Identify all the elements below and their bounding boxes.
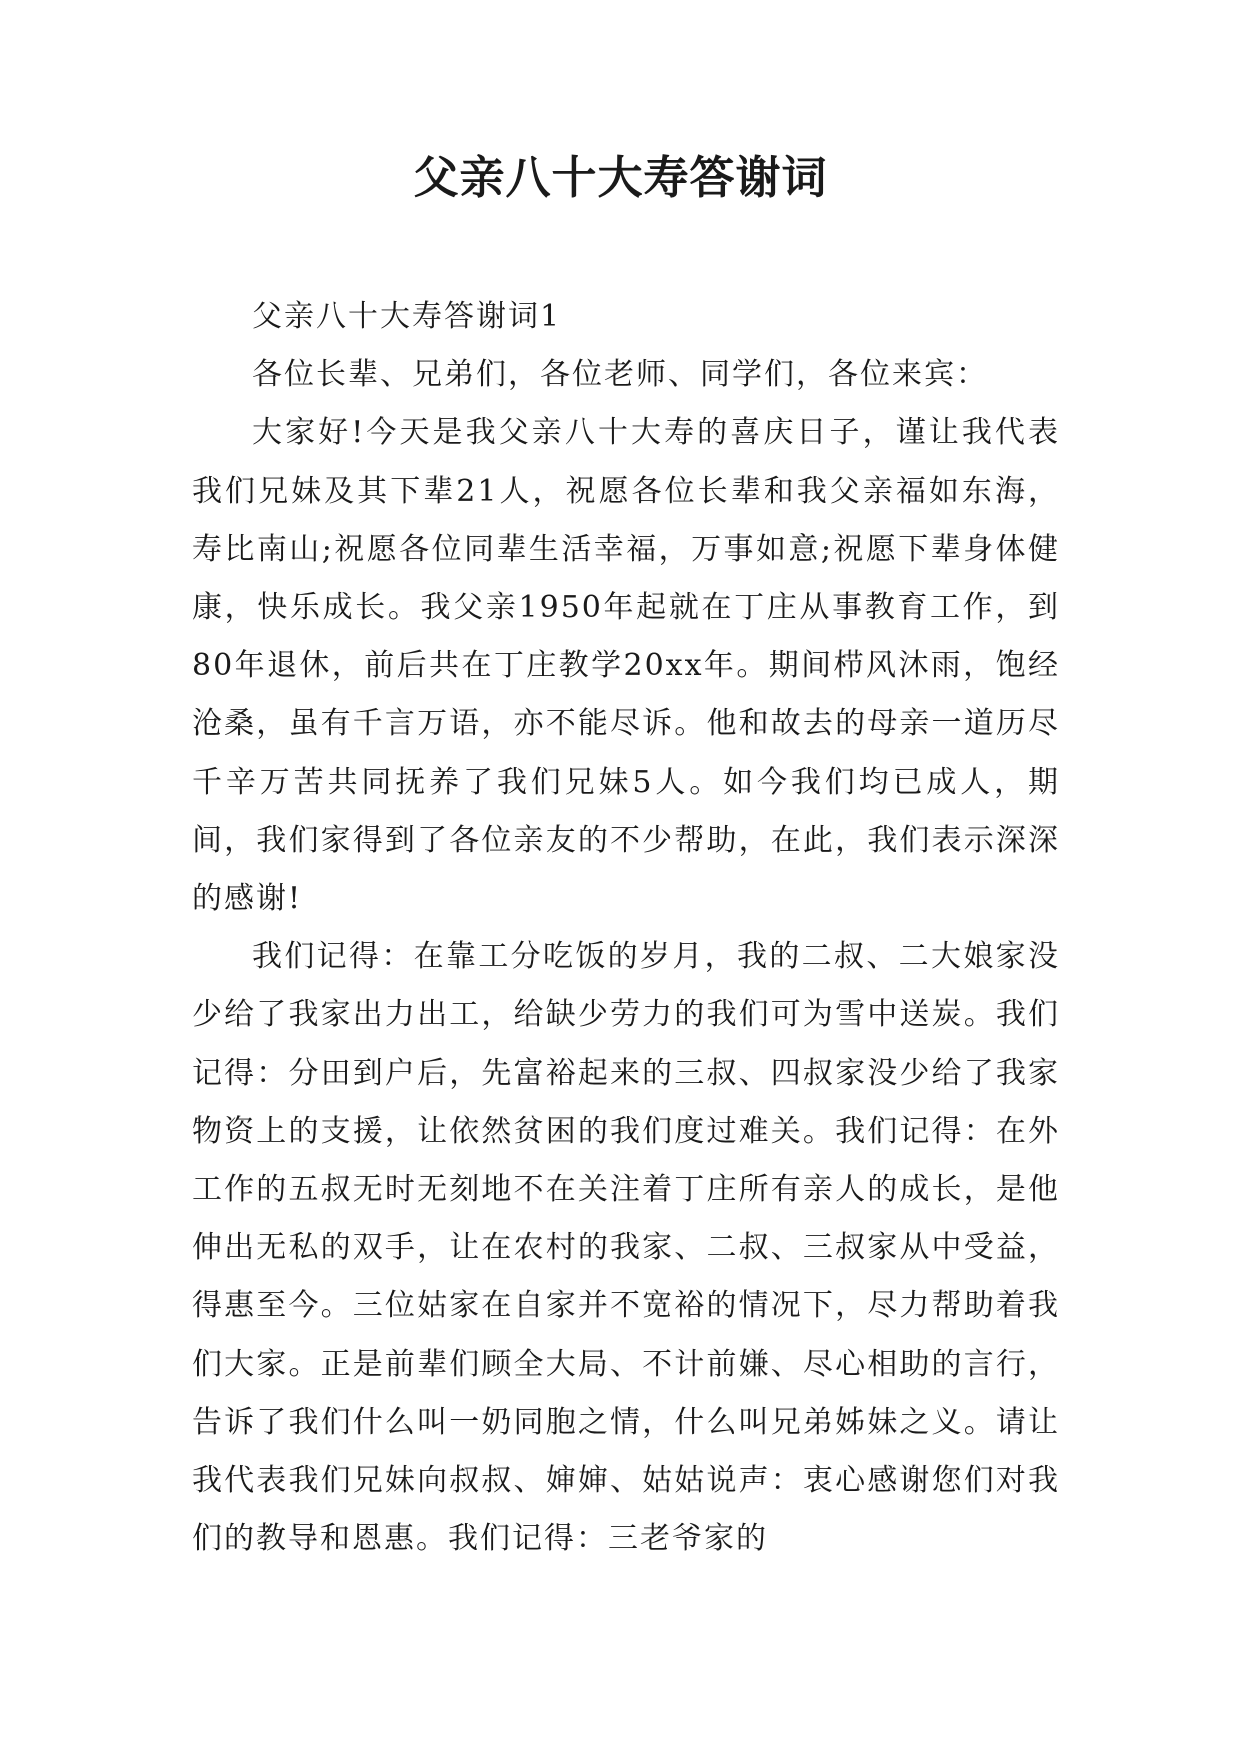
salutation-paragraph: 各位长辈、兄弟们，各位老师、同学们，各位来宾： xyxy=(252,357,988,393)
body-paragraph: 大家好!今天是我父亲八十大寿的喜庆日子，谨让我代表我们兄妹及其下辈21人，祝愿各位长辈和我父亲福如东海，寿比南山;祝愿各位同辈生活幸福，万事如意;祝愿下辈身体健康，快乐成长。我父亲1950年起就在丁庄从事教育工作，到80年退休，前后共在丁庄教学20xx年。期间栉风沐雨，饱经沧桑，虽有千言万语，亦不能尽诉。他和故去的母亲一道历尽千辛万苦共同抚养了我们兄妹5人。如今我们均已成人，期间，我们家得到了各位亲友的不少帮助，在此，我们表示深深的感谢! xyxy=(192,415,1060,917)
document-title: 父亲八十大寿答谢词 xyxy=(413,151,828,204)
body-paragraph: 我们记得：在靠工分吃饭的岁月，我的二叔、二大娘家没少给了我家出力出工，给缺少劳力的我们可为雪中送炭。我们记得：分田到户后，先富裕起来的三叔、四叔家没少给了我家物资上的支援，让依然贫困的我们度过难关。我们记得：在外工作的五叔无时无刻地不在关注着丁庄所有亲人的成长，是他伸出无私的双手，让在农村的我家、二叔、三叔家从中受益，得惠至今。三位姑家在自家并不宽裕的情况下，尽力帮助着我们大家。正是前辈们顾全大局、不计前嫌、尽心相助的言行，告诉了我们什么叫一奶同胞之情，什么叫兄弟姊妹之义。请让我代表我们兄妹向叔叔、婶婶、姑姑说声：衷心感谢您们对我们的教导和恩惠。我们记得：三老爷家的 xyxy=(192,939,1060,1557)
subtitle-paragraph: 父亲八十大寿答谢词1 xyxy=(252,299,562,334)
document-body xyxy=(192,288,1060,1568)
